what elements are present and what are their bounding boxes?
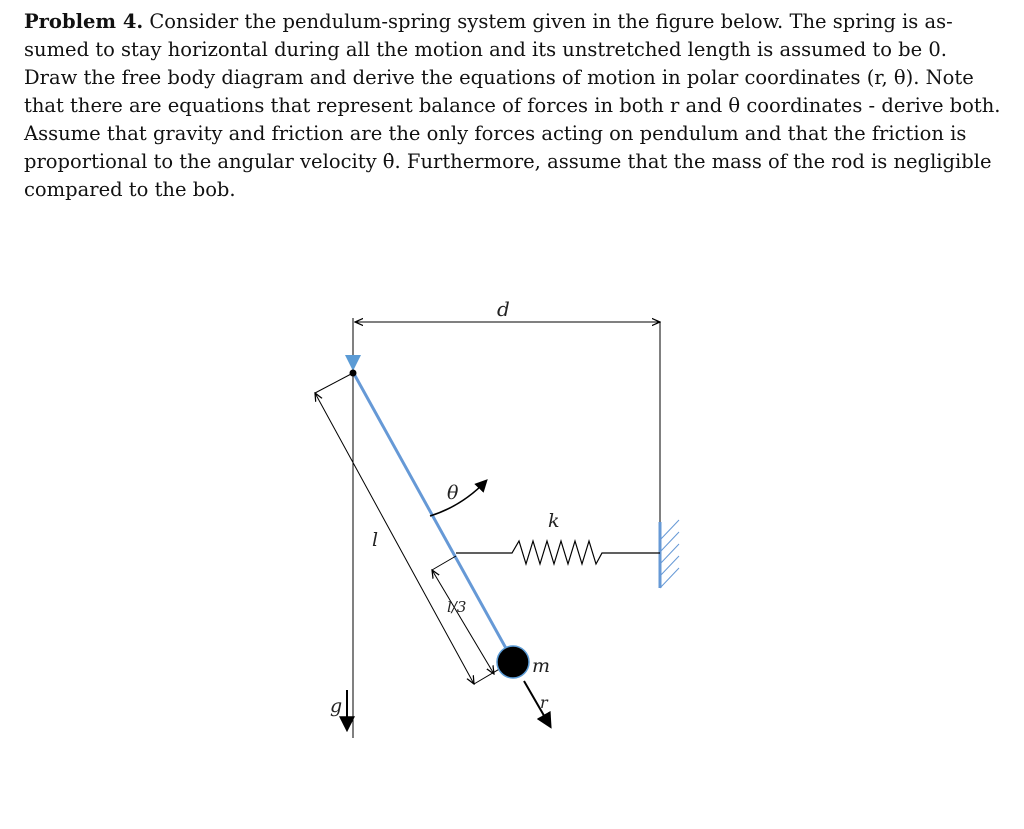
r-label: r <box>540 693 548 712</box>
pivot-triangle <box>345 355 361 371</box>
problem-line-4: that there are equations that represent balance of forces in both r and θ coordinates - derive both. <box>24 94 1001 117</box>
problem-line-6: proportional to the angular velocity θ̇. Furthermore, assume that the mass of the rod is negligible <box>24 150 992 173</box>
l-extension-top <box>315 373 353 393</box>
l-third-dimension-arrow <box>432 570 494 674</box>
k-label: k <box>548 510 560 532</box>
problem-line-5: Assume that gravity and friction are the only forces acting on pendulum and that the friction is <box>24 122 967 145</box>
problem-line-7: compared to the bob. <box>24 178 236 201</box>
problem-heading: Problem 4. <box>24 10 144 33</box>
m-label: m <box>532 655 551 677</box>
theta-label: θ <box>447 482 459 504</box>
spring <box>456 541 660 564</box>
problem-text-1: Consider the pendulum-spring system given in the figure below. The spring is as- <box>149 10 953 33</box>
l-label: l <box>372 529 379 551</box>
l-third-label: l/3 <box>447 598 467 616</box>
pendulum-rod <box>353 372 513 661</box>
d-label: d <box>497 297 510 321</box>
wall-hatching <box>660 520 679 588</box>
l-third-extension <box>432 556 456 570</box>
problem-line-3: Draw the free body diagram and derive the equations of motion in polar coordinates (r, θ). Note <box>24 66 974 89</box>
g-label: g <box>330 695 343 717</box>
bob <box>497 646 529 678</box>
l-dimension-arrow <box>315 393 474 684</box>
problem-line-2: sumed to stay horizontal during all the motion and its unstretched length is assumed to be 0. <box>24 38 948 61</box>
